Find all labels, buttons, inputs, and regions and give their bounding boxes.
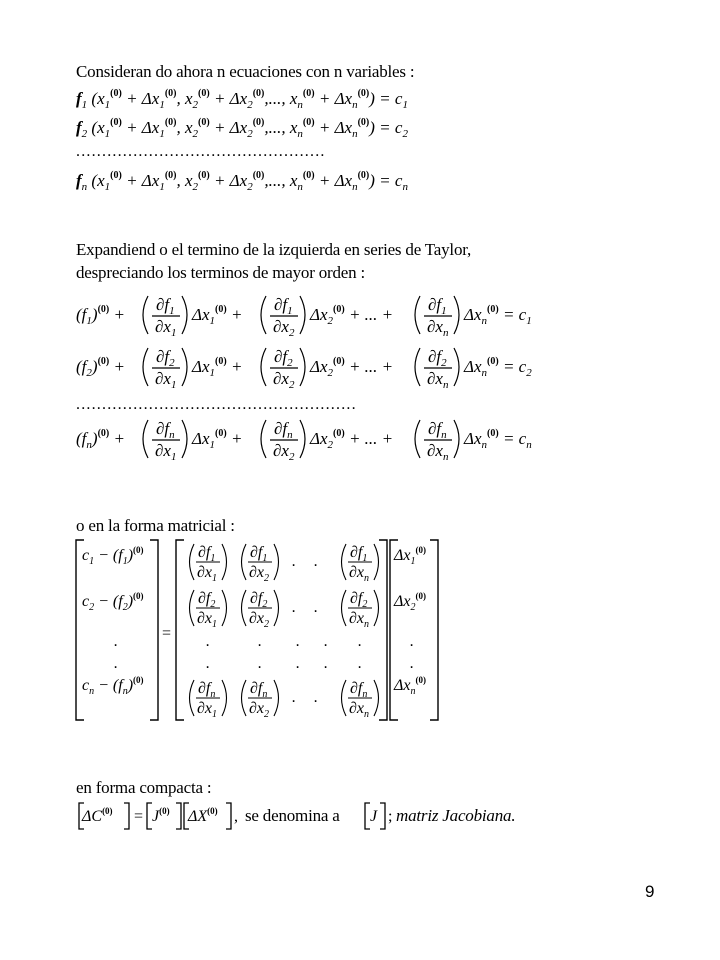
svg-text:Δx2(0) + ... +: $\Delta x_2^{(0)}$ + ... + bbox=[310, 428, 394, 451]
svg-text:∂x2: $\partial x_2$ bbox=[273, 317, 295, 339]
svg-text:∂x1: $\partial x_1$ bbox=[197, 610, 218, 630]
dotted-line-1: ................................................ bbox=[76, 143, 326, 160]
intro-text bbox=[76, 62, 414, 82]
svg-text:Δx2(0) + ... +: $\Delta x_2^{(0)}$ + ... + bbox=[310, 304, 394, 327]
svg-text:∂f1: $\partial f_1$ bbox=[350, 544, 368, 564]
svg-text:∂x1: $\partial x_1$ bbox=[155, 317, 177, 339]
svg-text:∂f1: $\partial f_1$ bbox=[198, 544, 216, 564]
svg-text:.: . bbox=[114, 655, 118, 672]
equation-f1: $f_1$ ($x_1^{(0)} + \Delta x_1^{(0)}$, $x_2^{(0)} + \Delta x_2^{(0)}$,..., $x_n^{(0)} + \Delta x_n^{(0)}) = c_1$ bbox=[76, 88, 408, 111]
svg-text:c1 − (f1)(0): $c_1 - (f_1)^{(0)}$ bbox=[82, 545, 144, 567]
svg-text:∂x1: $\partial x_1$ bbox=[197, 700, 218, 720]
intro-text-content: Consideran do ahora n ecuaciones con n variables : bbox=[76, 62, 415, 81]
svg-text:.: . bbox=[206, 633, 210, 650]
svg-text:∂x1: $\partial x_1$ bbox=[155, 441, 177, 463]
svg-text:.: . bbox=[206, 655, 210, 672]
svg-text:(f2)(0) +: $(f_2)^{(0)}$ + bbox=[76, 356, 125, 379]
svg-text:∂f1: $\partial f_1$ bbox=[250, 544, 268, 564]
svg-text:∂f2: $\partial f_2$ bbox=[274, 347, 293, 369]
svg-text:J: J bbox=[370, 808, 378, 825]
svg-text:.: . bbox=[358, 655, 362, 672]
svg-text:.: . bbox=[296, 655, 300, 672]
taylor-equation-2-drawing bbox=[76, 342, 636, 392]
svg-text:∂f2: $\partial f_2$ bbox=[156, 347, 175, 369]
matrix-equation bbox=[74, 538, 454, 724]
svg-text:c2 − (f2)(0): $c_2 - (f_2)^{(0)}$ bbox=[82, 591, 144, 613]
matrix-form-text: o en la forma matricial : bbox=[76, 516, 235, 535]
svg-text:∂x2: $\partial x_2$ bbox=[273, 369, 295, 391]
svg-text:.: . bbox=[258, 655, 262, 672]
svg-text:∂xn: $\partial x_n$ bbox=[427, 317, 449, 339]
svg-text:∂f1: $\partial f_1$ bbox=[274, 295, 293, 317]
svg-text:J(0): $J^{(0)}$ bbox=[152, 806, 170, 825]
svg-text:∂fn: $\partial f_n$ bbox=[156, 419, 175, 441]
svg-text:(fn)(0) +: $(f_n)^{(0)}$ + bbox=[76, 428, 125, 451]
taylor-text-line1: Expandiend o el termino de la izquierda en series de Taylor, bbox=[76, 240, 472, 259]
svg-text:Δx1(0) +: $\Delta x_1^{(0)}$ + bbox=[192, 304, 243, 327]
taylor-equation-2 bbox=[76, 342, 636, 392]
svg-text:(f1)(0) +: $(f_1)^{(0)}$ + bbox=[76, 304, 125, 327]
svg-text:Δxn(0) = cn: $\Delta x_n^{(0)} = c_n$ bbox=[464, 428, 532, 451]
svg-text:ΔX(0): ΔX$^{(0)}$ bbox=[188, 806, 218, 825]
svg-text:.: . bbox=[410, 633, 414, 650]
svg-text:.: . bbox=[358, 633, 362, 650]
svg-text:.: . bbox=[410, 655, 414, 672]
svg-text:,: , bbox=[234, 808, 238, 825]
svg-text:cn − (fn)(0): $c_n - (f_n)^{(0)}$ bbox=[82, 675, 144, 697]
taylor-equation-1 bbox=[76, 290, 636, 340]
svg-text:Δxn(0): $\Delta x_n^{(0)}$ bbox=[394, 675, 426, 697]
jacobian-label: matriz Jacobiana. bbox=[396, 806, 516, 825]
svg-text:∂x2: $\partial x_2$ bbox=[249, 564, 270, 584]
svg-text:.: . bbox=[292, 553, 296, 570]
svg-text:ΔC(0): ΔC$^{(0)}$ bbox=[82, 806, 113, 825]
svg-text:∂fn: $\partial f_n$ bbox=[428, 419, 447, 441]
taylor-equation-1-drawing bbox=[76, 290, 636, 340]
svg-text:∂xn: $\partial x_n$ bbox=[349, 564, 370, 584]
svg-text:Δxn(0) = c2: $\Delta x_n^{(0)} = c_2$ bbox=[464, 356, 532, 379]
svg-text:Δx1(0) +: $\Delta x_1^{(0)}$ + bbox=[192, 356, 243, 379]
svg-text:∂x2: $\partial x_2$ bbox=[249, 610, 270, 630]
svg-text:∂xn: $\partial x_n$ bbox=[427, 441, 449, 463]
svg-text:∂fn: $\partial f_n$ bbox=[250, 680, 268, 700]
taylor-text-line2: despreciando los terminos de mayor orden : bbox=[76, 263, 366, 282]
svg-text:.: . bbox=[292, 599, 296, 616]
svg-text:.: . bbox=[324, 633, 328, 650]
svg-text:∂f1: $\partial f_1$ bbox=[428, 295, 447, 317]
taylor-equation-n bbox=[76, 414, 636, 464]
svg-text:.: . bbox=[258, 633, 262, 650]
svg-text:∂fn: $\partial f_n$ bbox=[274, 419, 293, 441]
svg-text:∂x1: $\partial x_1$ bbox=[197, 564, 218, 584]
compact-form-text: en forma compacta : bbox=[76, 778, 212, 797]
svg-text:.: . bbox=[314, 689, 318, 706]
svg-text:∂f2: $\partial f_2$ bbox=[250, 590, 268, 610]
page-number: 9 bbox=[645, 882, 655, 901]
svg-text:Δx1(0) +: $\Delta x_1^{(0)}$ + bbox=[192, 428, 243, 451]
svg-text:∂xn: $\partial x_n$ bbox=[349, 700, 370, 720]
svg-text:.: . bbox=[292, 689, 296, 706]
svg-text:∂x1: $\partial x_1$ bbox=[155, 369, 177, 391]
matrix-equation-drawing bbox=[74, 538, 454, 724]
jacobian-description: se denomina a bbox=[245, 806, 340, 825]
svg-text:∂xn: $\partial x_n$ bbox=[349, 610, 370, 630]
svg-text:∂fn: $\partial f_n$ bbox=[198, 680, 216, 700]
dotted-line-2: ...................................................... bbox=[76, 396, 357, 413]
svg-text:∂f1: $\partial f_1$ bbox=[156, 295, 175, 317]
svg-text:Δx2(0) + ... +: $\Delta x_2^{(0)}$ + ... + bbox=[310, 356, 394, 379]
svg-text:;: ; bbox=[388, 808, 393, 825]
equation-f2: $f_2$ ($x_1^{(0)} + \Delta x_1^{(0)}$, $x_2^{(0)} + \Delta x_2^{(0)}$,..., $x_n^{(0)} + \Delta x_n^{(0)}) = c_2$ bbox=[76, 117, 408, 140]
svg-text:.: . bbox=[296, 633, 300, 650]
svg-text:.: . bbox=[324, 655, 328, 672]
svg-text:=: = bbox=[134, 808, 144, 825]
svg-text:Δxn(0) = c1: $\Delta x_n^{(0)} = c_1$ bbox=[464, 304, 532, 327]
taylor-equation-n-drawing bbox=[76, 414, 636, 464]
svg-text:∂fn: $\partial f_n$ bbox=[350, 680, 368, 700]
svg-text:Δx2(0): $\Delta x_2^{(0)}$ bbox=[394, 591, 426, 613]
svg-text:∂f2: $\partial f_2$ bbox=[428, 347, 447, 369]
svg-text:∂xn: $\partial x_n$ bbox=[427, 369, 449, 391]
equation-fn: $f_n$ ($x_1^{(0)} + \Delta x_1^{(0)}$, $x_2^{(0)} + \Delta x_2^{(0)}$,..., $x_n^{(0)} + \Delta x_n^{(0)}) = c_n$ bbox=[76, 170, 408, 193]
svg-text:∂x2: $\partial x_2$ bbox=[249, 700, 270, 720]
svg-text:=: = bbox=[162, 625, 172, 642]
svg-text:∂f2: $\partial f_2$ bbox=[198, 590, 216, 610]
svg-text:.: . bbox=[114, 633, 118, 650]
svg-text:.: . bbox=[314, 599, 318, 616]
svg-text:Δx1(0): $\Delta x_1^{(0)}$ bbox=[394, 545, 426, 567]
svg-text:∂x2: $\partial x_2$ bbox=[273, 441, 295, 463]
svg-text:.: . bbox=[314, 553, 318, 570]
svg-text:∂f2: $\partial f_2$ bbox=[350, 590, 368, 610]
